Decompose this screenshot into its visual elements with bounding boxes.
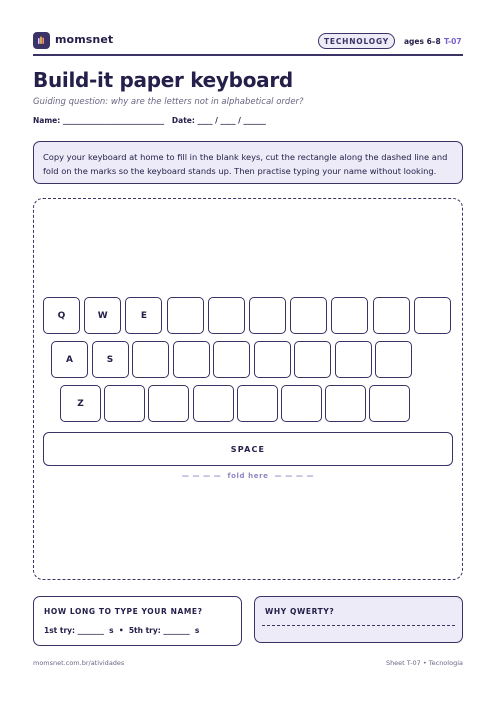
timing-box-title: HOW LONG TO TYPE YOUR NAME? xyxy=(44,607,203,616)
brand-name: momsnet xyxy=(55,33,114,46)
instructions-box: Copy your keyboard at home to fill in the blank keys, cut the rectangle along the dashed line and fold on the marks so the keyboard stands up. Then practise typing your name without looking. xyxy=(33,141,463,184)
answer-line[interactable] xyxy=(262,625,455,626)
keyboard-key[interactable] xyxy=(254,341,291,378)
keyboard-key[interactable] xyxy=(213,341,250,378)
timing-entry-line[interactable]: 1st try: _______ s • 5th try: _______ s xyxy=(44,626,200,635)
space-key[interactable]: SPACE xyxy=(43,432,453,466)
age-range: ages 6–8 xyxy=(404,37,441,46)
keyboard-key[interactable] xyxy=(173,341,210,378)
keyboard-key[interactable] xyxy=(290,297,327,334)
keyboard-key[interactable]: Q xyxy=(43,297,80,334)
sheet-code: T-07 xyxy=(444,37,462,46)
page-title: Build-it paper keyboard xyxy=(33,68,293,92)
footer-url: momsnet.com.br/atividades xyxy=(33,659,125,667)
keyboard-key[interactable] xyxy=(148,385,189,422)
keyboard-key[interactable] xyxy=(193,385,234,422)
keyboard-key[interactable] xyxy=(331,297,368,334)
keyboard-key[interactable] xyxy=(237,385,278,422)
keyboard-key[interactable] xyxy=(167,297,204,334)
keyboard-key[interactable] xyxy=(335,341,372,378)
keyboard-key[interactable] xyxy=(208,297,245,334)
why-qwerty-box xyxy=(254,596,463,643)
keyboard-key[interactable]: W xyxy=(84,297,121,334)
keyboard-key[interactable] xyxy=(325,385,366,422)
brand-logo-icon xyxy=(33,32,50,49)
keyboard-key[interactable]: S xyxy=(92,341,129,378)
keyboard-key[interactable] xyxy=(281,385,322,422)
guiding-question: Guiding question: why are the letters not in alphabetical order? xyxy=(33,97,304,107)
why-qwerty-title: WHY QWERTY? xyxy=(265,607,335,616)
timing-box xyxy=(33,596,242,646)
keyboard-key[interactable] xyxy=(249,297,286,334)
keyboard-key[interactable]: Z xyxy=(60,385,101,422)
fold-line-label: — — — — fold here — — — — xyxy=(181,472,315,480)
keyboard-key[interactable] xyxy=(373,297,410,334)
keyboard-key[interactable] xyxy=(132,341,169,378)
name-date-field[interactable]: Name: ___________________________ Date: ____ / ____ / ______ xyxy=(33,116,266,125)
keyboard-key[interactable] xyxy=(375,341,412,378)
footer-sheet-info: Sheet T-07 • Tecnologia xyxy=(385,659,463,667)
keyboard-key[interactable]: A xyxy=(51,341,88,378)
keyboard-key[interactable]: E xyxy=(125,297,162,334)
keyboard-key[interactable] xyxy=(414,297,451,334)
hand-icon xyxy=(36,35,47,46)
header-divider xyxy=(33,54,463,56)
keyboard-key[interactable] xyxy=(104,385,145,422)
keyboard-key[interactable] xyxy=(294,341,331,378)
subject-badge: TECHNOLOGY xyxy=(318,33,395,49)
keyboard-key[interactable] xyxy=(369,385,410,422)
